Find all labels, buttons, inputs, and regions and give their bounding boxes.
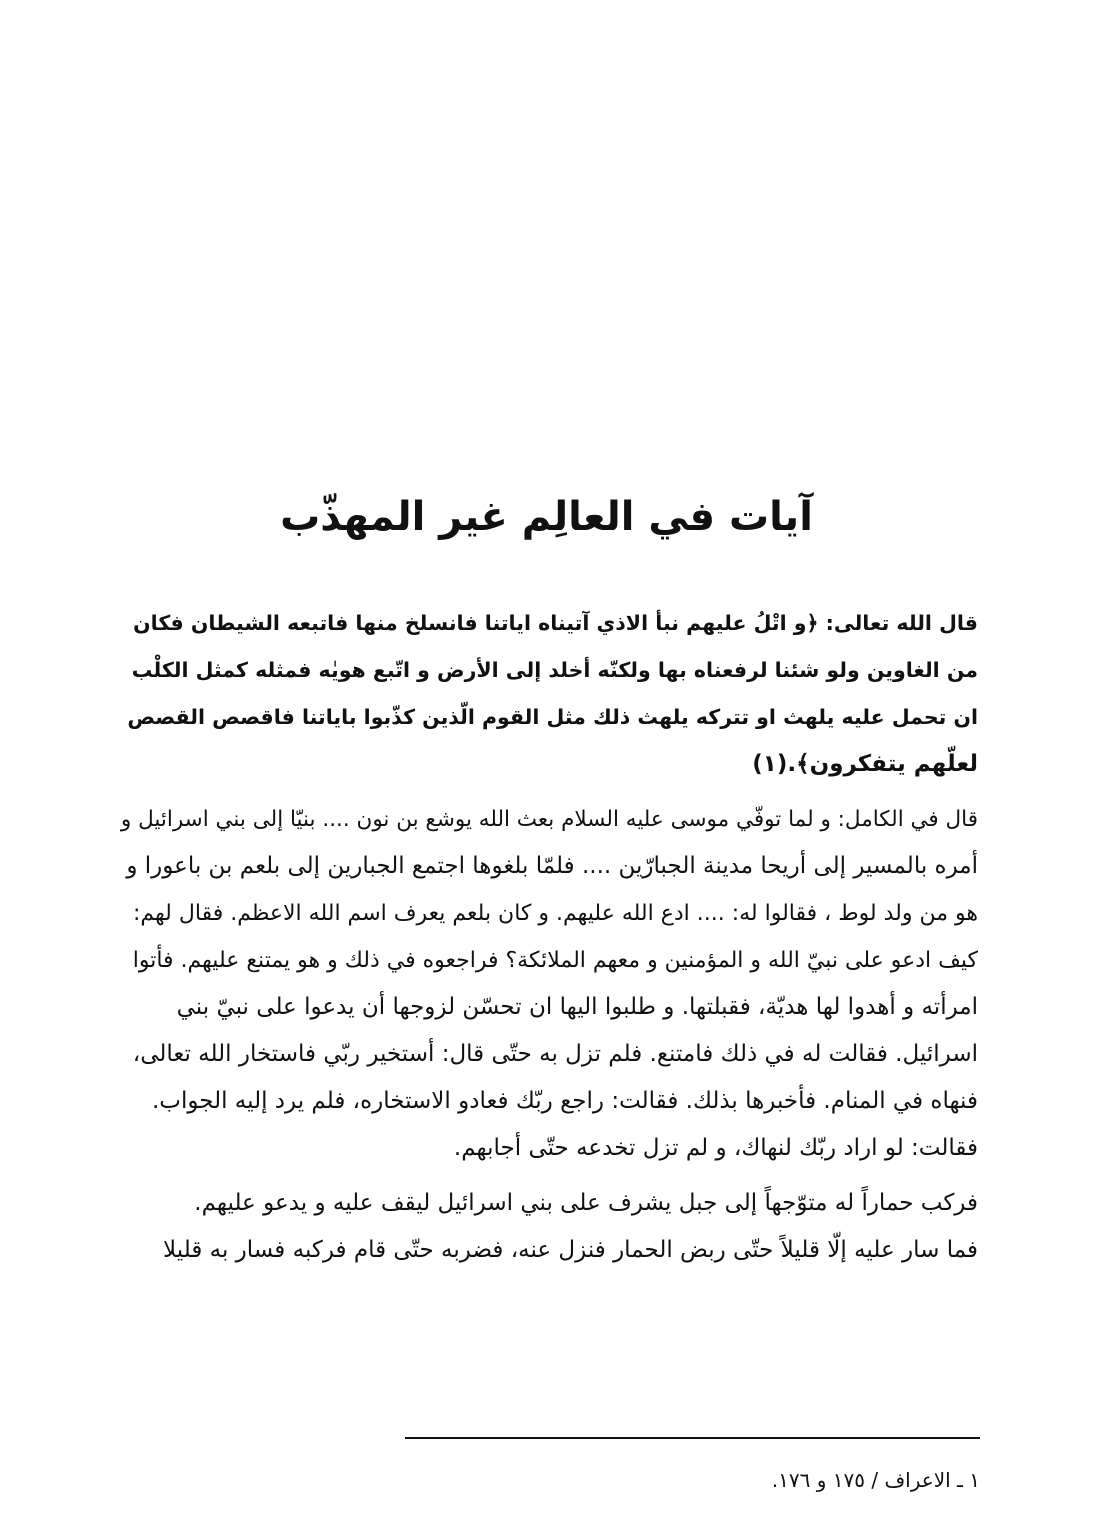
text-line: اسرائيل. فقالت له في ذلك فامتنع. فلم تزل به حتّى قال: أستخير ربّي فاستخار الله تعالى، xyxy=(132,1041,978,1067)
text-line: فما سار عليه إلّا قليلاً حتّى ربض الحمار فنزل عنه، فضربه حتّى قام فركبه فسار به قليلا xyxy=(163,1237,978,1263)
footnote-divider xyxy=(405,1437,980,1439)
narrative-paragraph xyxy=(118,1180,978,1274)
text-line: فقالت: لو اراد ربّك لنهاك، و لم تزل تخدعه حتّى أجابهم. xyxy=(453,1135,978,1161)
text-line: لعلّهم يتفكرون﴾.(١) xyxy=(752,751,978,777)
text-line: ان تحمل عليه يلهث او تتركه يلهث ذلك مثل القوم الّذين كذّبوا باياتنا فاقصص القصص xyxy=(127,705,978,729)
text-line: أمره بالمسير إلى أريحا مدينة الجبارّين .... فلمّا بلغوها اجتمع الجبارين إلى بلعم بن باعورا و xyxy=(126,853,978,879)
narrative-paragraph xyxy=(118,796,978,1172)
body-text xyxy=(118,600,978,1274)
quran-quote-paragraph xyxy=(118,600,978,788)
text-line: هو من ولد لوط ، فقالوا له: .... ادع الله عليهم. و كان بلعم يعرف اسم الله الاعظم. فقال لهم: xyxy=(132,901,978,926)
footnote: ١ ـ الاعراف / ١٧٥ و ١٧٦. xyxy=(771,1468,980,1492)
text-line: قال في الكامل: و لما توفّي موسى عليه السلام بعث الله يوشع بن نون .... بنيّا إلى بني اسرائيل و xyxy=(120,807,978,832)
text-line: فنهاه في المنام. فأخبرها بذلك. فقالت: راجع ربّك فعادو الاستخاره، فلم يرد إليه الجواب. xyxy=(152,1088,978,1114)
text-line: فركب حماراً له متوّجهاً إلى جبل يشرف على بني اسرائيل ليقف عليه و يدعو عليهم. xyxy=(194,1190,978,1216)
text-line: من الغاوين ولو شئنا لرفعناه بها ولكنّه أخلد إلى الأرض و اتّبع هويٰه فمثله كمثل الكلْب xyxy=(131,658,978,682)
text-line: كيف ادعو على نبيّ الله و المؤمنين و معهم الملائكة؟ فراجعوه في ذلك و هو يمتنع عليهم. فأتوا xyxy=(132,948,978,973)
chapter-title: آيات في العالِم غير المهذّب xyxy=(280,494,813,540)
text-line: قال الله تعالى: ﴿و اتْلُ عليهم نبأ الاذي آتيناه اياتنا فانسلخ منها فاتبعه الشيطان فكان xyxy=(133,611,978,635)
text-line: امرأته و أهدوا لها هديّة، فقبلتها. و طلبوا اليها ان تحسّن لزوجها أن يدعوا على نبيّ بني xyxy=(176,994,978,1020)
